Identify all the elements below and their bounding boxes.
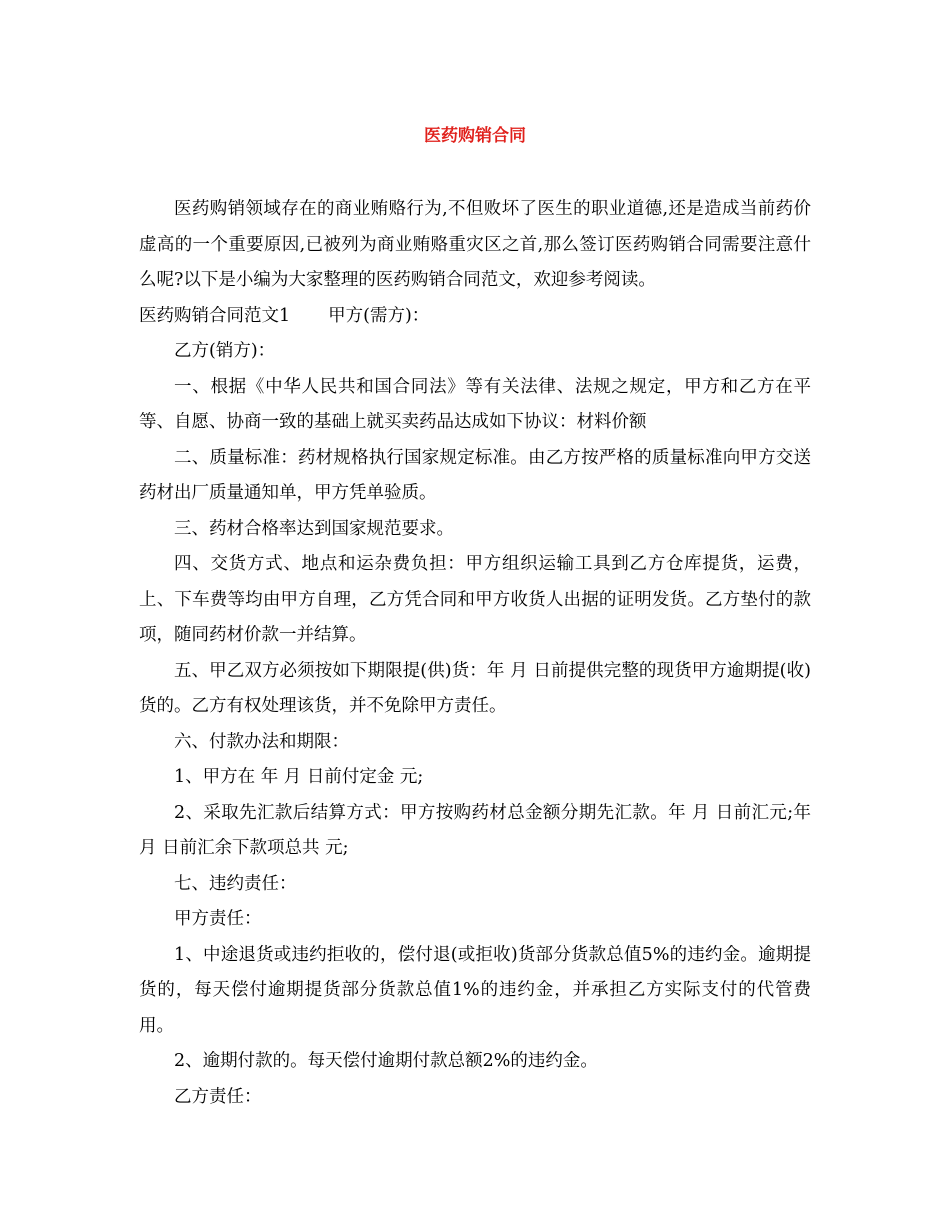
document-title: 医药购销合同 (424, 126, 526, 146)
clause-6-item-2: 2、采取先汇款后结算方式：甲方按购药材总金额分期先汇款。年 月 日前汇元;年 月 日前汇余下款项总共 元; (139, 802, 811, 858)
sample-heading: 医药购销合同范文1 (139, 305, 291, 326)
liability-a-item-2: 2、逾期付款的。每天偿付逾期付款总额2%的违约金。 (174, 1051, 598, 1071)
clause-7: 七、违约责任： (174, 873, 297, 894)
clause-5: 五、甲乙双方必须按如下期限提(供)货：年 月 日前提供完整的现货甲方逾期提(收)货的。乙方有权处理该货，并不免除甲方责任。 (139, 660, 811, 716)
intro-paragraph: 医药购销领域存在的商业贿赂行为,不但败坏了医生的职业道德,还是造成当前药价虚高的一个重要原因,已被列为商业贿赂重灾区之首,那么签订医药购销合同需要注意什么呢?以下是小编为大家整理的医药购销合同范文，欢迎参考阅读。 (139, 199, 811, 290)
party-b-label: 乙方(销方)： (174, 341, 276, 361)
party-a-label: 甲方(需方)： (328, 305, 430, 326)
clause-6: 六、付款办法和期限： (174, 731, 349, 752)
clause-6-item-1: 1、甲方在 年 月 日前付定金 元; (174, 767, 424, 787)
party-a-liability-heading: 甲方责任： (174, 909, 262, 929)
clause-3: 三、药材合格率达到国家规范要求。 (174, 518, 454, 539)
clause-1: 一、根据《中华人民共和国合同法》等有关法律、法规之规定，甲方和乙方在平等、自愿、协商一致的基础上就买卖药品达成如下协议：材料价额 (139, 376, 811, 432)
liability-a-item-1: 1、中途退货或违约拒收的，偿付退(或拒收)货部分货款总值5%的违约金。逾期提货的，每天偿付逾期提货部分货款总值1%的违约金，并承担乙方实际支付的代管费用。 (139, 944, 811, 1036)
clause-4: 四、交货方式、地点和运杂费负担：甲方组织运输工具到乙方仓库提货，运费，上、下车费等均由甲方自理，乙方凭合同和甲方收货人出据的证明发货。乙方垫付的款项，随同药材价款一并结算。 (139, 554, 811, 645)
document-body (139, 192, 811, 1115)
clause-2: 二、质量标准：药材规格执行国家规定标准。由乙方按严格的质量标准向甲方交送药材出厂质量通知单，甲方凭单验质。 (139, 447, 811, 503)
sample-heading-line (139, 299, 811, 335)
party-b-liability-heading: 乙方责任： (174, 1086, 262, 1107)
